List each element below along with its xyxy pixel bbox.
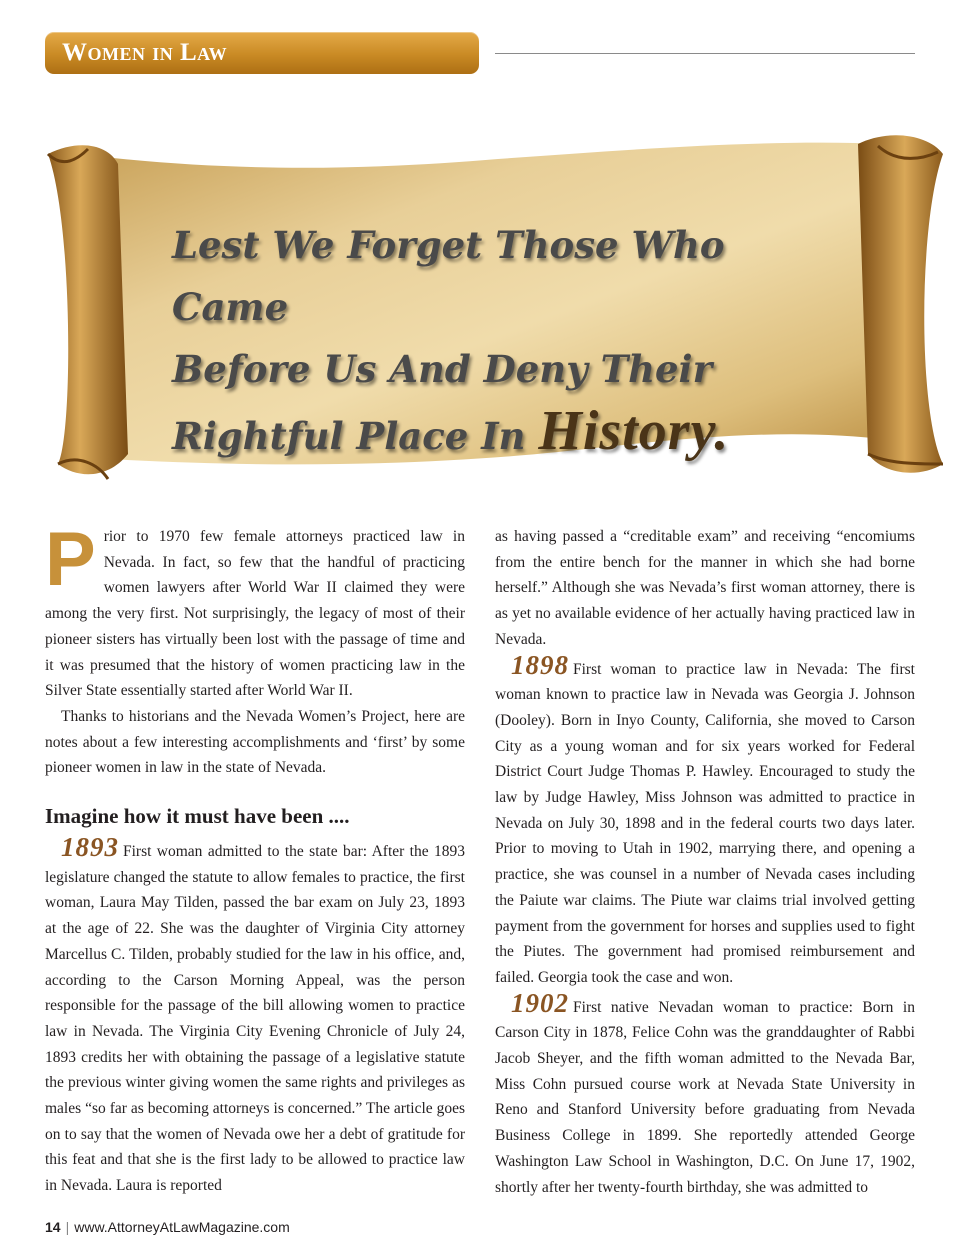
- paragraph-2: Thanks to historians and the Nevada Women’s Project, here are notes about a few interesting accomplishments and ‘first’ by some pioneer women in law in the state of Nevada.: [45, 707, 465, 777]
- drop-cap: P: [45, 517, 96, 602]
- entry-text: First woman admitted to the state bar: After the 1893 legislature changed the statute to allow females to practice, the first woman, Laura May Tilden, passed the bar exam on July 23, 1893 at the age of 22. She was the daughter of Virginia City attorney Marcellus C. Tilden, probably studied for the law in his office, and, according to the Carson Morning Appeal, was the person responsible for the passage of the bill allowing women to practice law in Nevada. The Virginia City Evening Chronicle of July 24, 1893 credits her with obtaining the passage of a legislative statute the previous winter giving women the same rights and privileges as males “so far as becoming attorneys is concerned.” The article goes on to say that the women of Nevada owe her a debt of gratitude for this feat and that she is the first lady to be allowed to practice law in Nevada. Laura is reported: [45, 843, 465, 1195]
- year-label: 1898: [511, 649, 569, 680]
- footer-url[interactable]: www.AttorneyAtLawMagazine.com: [74, 1219, 290, 1235]
- headline-line-1: Lest We Forget Those Who Came: [172, 223, 725, 329]
- year-label: 1893: [61, 832, 119, 863]
- year-label: 1902: [511, 987, 569, 1018]
- subheading: Imagine how it must have been ....: [45, 804, 350, 829]
- page-footer: [45, 1219, 290, 1235]
- headline-line-3: [172, 400, 852, 467]
- entry-text: First native Nevadan woman to practice: Born in Carson City in 1878, Felice Cohn was the granddaughter of Rabbi Jacob Sheyer, and the fifth woman admitted to the Nevada Bar, Miss Cohn pursued course work at Nevada State University in Reno and Stanford University before graduating from Nevada Business College in 1899. She reportedly attended George Washington Law School in Washington, D.C. On June 17, 1902, shortly after her twenty-fourth birthday, she was admitted to: [495, 998, 915, 1196]
- intro-paragraph: [45, 517, 465, 704]
- header-rule: [495, 53, 915, 54]
- entry-1898: [495, 649, 915, 991]
- entry-text: First woman to practice law in Nevada: The first woman known to practice law in Nevada was Georgia J. Johnson (Dooley). Born in Inyo County, California, she moved to Carson City as a young woman and for six years worked for Federal District Court Judge Thomas P. Hawley. Encouraged to study the law by Judge Hawley, Miss Johnson was admitted to practice in Nevada on July 30, 1898 and in the federal courts two days later. Prior to moving to Utah in 1902, marrying there, and opening a practice, she was counsel in a number of Nevada cases including the Paiute war claims. The Piute war claims trial involved getting payment from the government for horses and supplies used to fight the Piutes. The government had promised reimbursement and failed. Georgia took the case and won.: [495, 660, 915, 986]
- headline-script-word: History.: [538, 400, 730, 462]
- entry-1902: [495, 987, 915, 1201]
- entry-1893: [45, 832, 465, 1199]
- article-column-right: [495, 524, 915, 1200]
- banner-headline: [172, 214, 852, 467]
- intro-text: rior to 1970 few female attorneys practiced law in Nevada. In fact, so few that the handful of practicing women lawyers after World War II claimed they were among the very first. Not surprisingly, the legacy of most of their pioneer sisters has virtually been lost with the passage of time and it was presumed that the history of women practicing law in the Silver State essentially started after World War II.: [45, 528, 465, 700]
- article-column-left: [45, 517, 465, 1199]
- section-tab: [45, 32, 479, 74]
- headline-line-3-prefix: Rightful Place In: [172, 414, 539, 458]
- section-title: Women in Law: [62, 39, 228, 66]
- footer-separator: |: [65, 1219, 70, 1235]
- entry-1893-continued: as having passed a “creditable exam” and receiving “encomiums from the entire bench for the manner in which she had borne herself.” Although she was Nevada’s first woman attorney, there is as yet no available evidence of her actually having practiced law in Nevada.: [495, 528, 915, 648]
- page-number: 14: [45, 1219, 61, 1235]
- headline-line-2: Before Us And Deny Their: [172, 347, 713, 391]
